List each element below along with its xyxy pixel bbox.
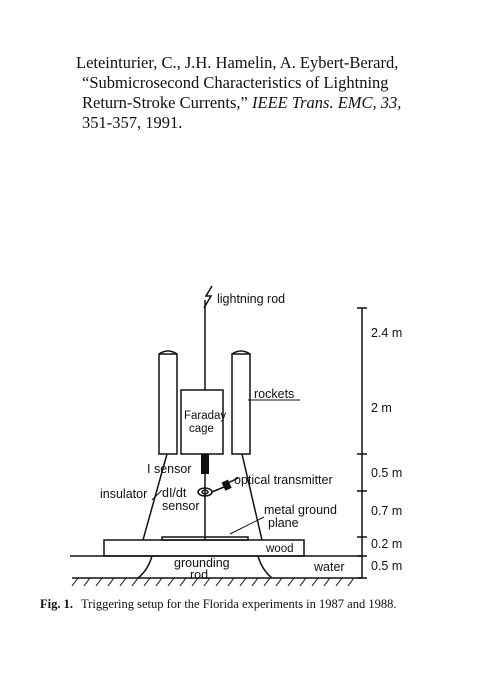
rocket-left	[159, 354, 177, 454]
figure-number: Fig. 1.	[40, 597, 73, 611]
label-grounding: grounding	[174, 556, 230, 570]
triggering-setup-diagram	[0, 280, 496, 600]
label-cage: cage	[189, 423, 214, 435]
citation-pages-year: 351-357, 1991.	[82, 113, 183, 132]
citation-journal: IEEE Trans. EMC, 33,	[252, 93, 402, 112]
scale-label-4: 0.7 m	[371, 504, 403, 518]
label-insulator: insulator	[100, 487, 148, 501]
scale-label-2: 2 m	[371, 401, 392, 415]
rocket-right	[232, 354, 250, 454]
citation-title-line: “Submicrosecond Characteristics of Lightning	[82, 73, 389, 92]
label-sensor: sensor	[162, 499, 200, 513]
grounding-rod-left	[138, 556, 152, 578]
label-didt: dI/dt	[162, 486, 187, 500]
citation-title-journal-line	[76, 93, 476, 113]
label-wood: wood	[266, 543, 294, 555]
scale-label-5: 0.2 m	[371, 537, 403, 551]
label-plane: plane	[268, 516, 299, 530]
ground-hatching	[72, 578, 354, 586]
support-leg-right	[242, 454, 262, 540]
scale-label-1: 2.4 m	[371, 326, 403, 340]
citation-authors: Leteinturier, C., J.H. Hamelin, A. Eybert-Berard,	[76, 53, 399, 72]
label-faraday: Faraday	[184, 410, 227, 422]
height-scale	[357, 308, 367, 578]
grounding-rod-right	[258, 556, 272, 578]
i-sensor	[201, 454, 209, 474]
scale-label-6: 0.5 m	[371, 559, 403, 573]
scale-label-3: 0.5 m	[371, 466, 403, 480]
label-optical-transmitter: optical transmitter	[234, 473, 333, 487]
lightning-bolt-icon	[204, 286, 212, 308]
label-lightning-rod: lightning rod	[217, 292, 286, 306]
citation	[76, 53, 476, 133]
faraday-cage	[181, 390, 223, 454]
label-metal-ground: metal ground	[264, 503, 337, 517]
label-rod: rod	[190, 568, 209, 582]
label-i-sensor: I sensor	[147, 462, 192, 476]
caption-text: Triggering setup for the Florida experiments in 1987 and 1988.	[80, 597, 397, 611]
figure-caption	[40, 597, 480, 612]
label-rockets: rockets	[254, 387, 295, 401]
label-water: water	[314, 560, 345, 574]
citation-title-end: Return-Stroke Currents,”	[82, 93, 248, 112]
